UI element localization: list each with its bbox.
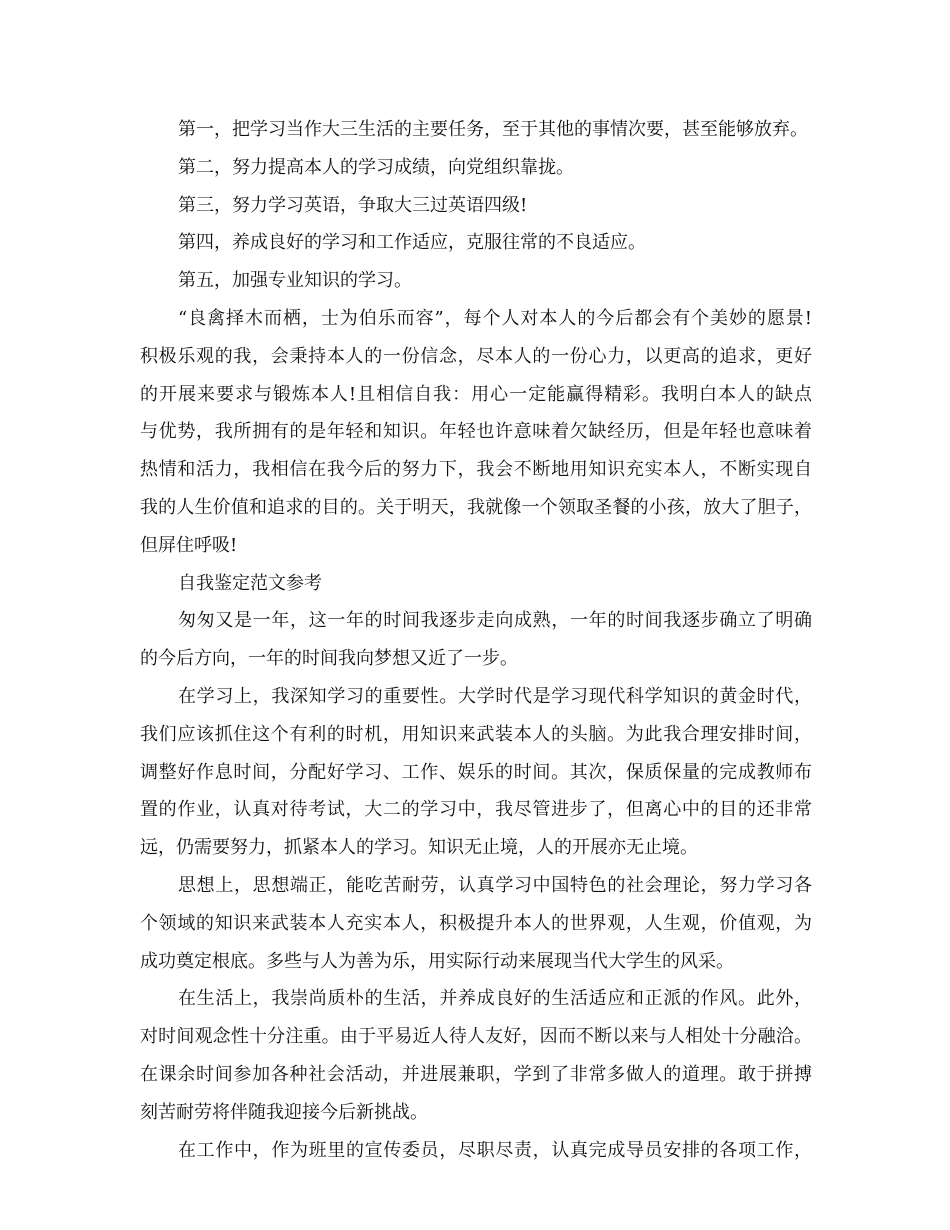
- paragraph-work: [140, 1132, 812, 1170]
- paragraph-thought: [140, 867, 812, 980]
- paragraph-line: 远，仍需要努力，抓紧本人的学习。知识无止境，人的开展亦无止境。: [140, 837, 698, 859]
- paragraph-line: 但屏住呼吸!: [140, 534, 238, 556]
- paragraph-aspiration: [140, 300, 812, 565]
- paragraph-line: 匆匆又是一年，这一年的时间我逐步走向成熟，一年的时间我逐步确立了明确: [178, 610, 812, 632]
- list-item: 第三，努力学习英语，争取大三过英语四级!: [178, 194, 528, 216]
- paragraph-line: 思想上，思想端正，能吃苦耐劳，认真学习中国特色的社会理论，努力学习各: [178, 874, 812, 896]
- paragraph-line: 我们应该抓住这个有利的时机，用知识来武装本人的头脑。为此我合理安排时间，: [140, 723, 812, 745]
- paragraph-line: “良禽择木而栖，士为伯乐而容”，每个人对本人的今后都会有个美妙的愿景!: [178, 307, 812, 329]
- list-item: 第一，把学习当作大三生活的主要任务，至于其他的事情次要，甚至能够放弃。: [178, 119, 808, 140]
- list-item: 第五，加强专业知识的学习。: [178, 270, 412, 292]
- list-item: 第四，养成良好的学习和工作适应，克服往常的不良适应。: [178, 232, 646, 254]
- paragraph-line: 在生活上，我崇尚质朴的生活，并养成良好的生活适应和正派的作风。此外，: [178, 988, 812, 1010]
- paragraph-study: [140, 678, 812, 867]
- section-title: 自我鉴定范文参考: [178, 572, 322, 594]
- paragraph-line: 积极乐观的我，会秉持本人的一份信念，尽本人的一份心力，以更高的追求，更好: [140, 345, 812, 367]
- paragraph-line: 对时间观念性十分注重。由于平易近人待人友好，因而不断以来与人相处十分融洽。: [140, 1026, 812, 1048]
- paragraph-intro: [140, 602, 812, 678]
- paragraph-line: 在课余时间参加各种社会活动，并进展兼职，学到了非常多做人的道理。敢于拼搏: [140, 1063, 812, 1085]
- paragraph-line: 在学习上，我深知学习的重要性。大学时代是学习现代科学知识的黄金时代，: [178, 685, 812, 707]
- paragraph-line: 的今后方向，一年的时间我向梦想又近了一步。: [140, 648, 518, 670]
- paragraph-line: 的开展来要求与锻炼本人!且相信自我：用心一定能赢得精彩。我明白本人的缺点: [140, 383, 812, 405]
- goals-list: [140, 111, 812, 300]
- list-item: 第二，努力提高本人的学习成绩，向党组织靠拢。: [178, 156, 574, 178]
- document-page: [140, 111, 812, 1169]
- paragraph-line: 在工作中，作为班里的宣传委员，尽职尽责，认真完成导员安排的各项工作，: [178, 1139, 812, 1161]
- paragraph-line: 我的人生价值和追求的目的。关于明天，我就像一个领取圣餐的小孩，放大了胆子，: [140, 496, 812, 518]
- paragraph-line: 个领域的知识来武装本人充实本人，积极提升本人的世界观，人生观，价值观，为: [140, 912, 812, 934]
- paragraph-line: 与优势，我所拥有的是年轻和知识。年轻也许意味着欠缺经历，但是年轻也意味着: [140, 421, 812, 443]
- paragraph-line: 刻苦耐劳将伴随我迎接今后新挑战。: [140, 1101, 428, 1123]
- paragraph-line: 调整好作息时间，分配好学习、工作、娱乐的时间。其次，保质保量的完成教师布: [140, 761, 812, 783]
- paragraph-line: 成功奠定根底。多些与人为善为乐，用实际行动来展现当代大学生的风采。: [140, 950, 734, 972]
- paragraph-line: 热情和活力，我相信在我今后的努力下，我会不断地用知识充实本人，不断实现自: [140, 459, 812, 481]
- paragraph-life: [140, 980, 812, 1131]
- paragraph-line: 置的作业，认真对待考试，大二的学习中，我尽管进步了，但离心中的目的还非常: [140, 799, 812, 821]
